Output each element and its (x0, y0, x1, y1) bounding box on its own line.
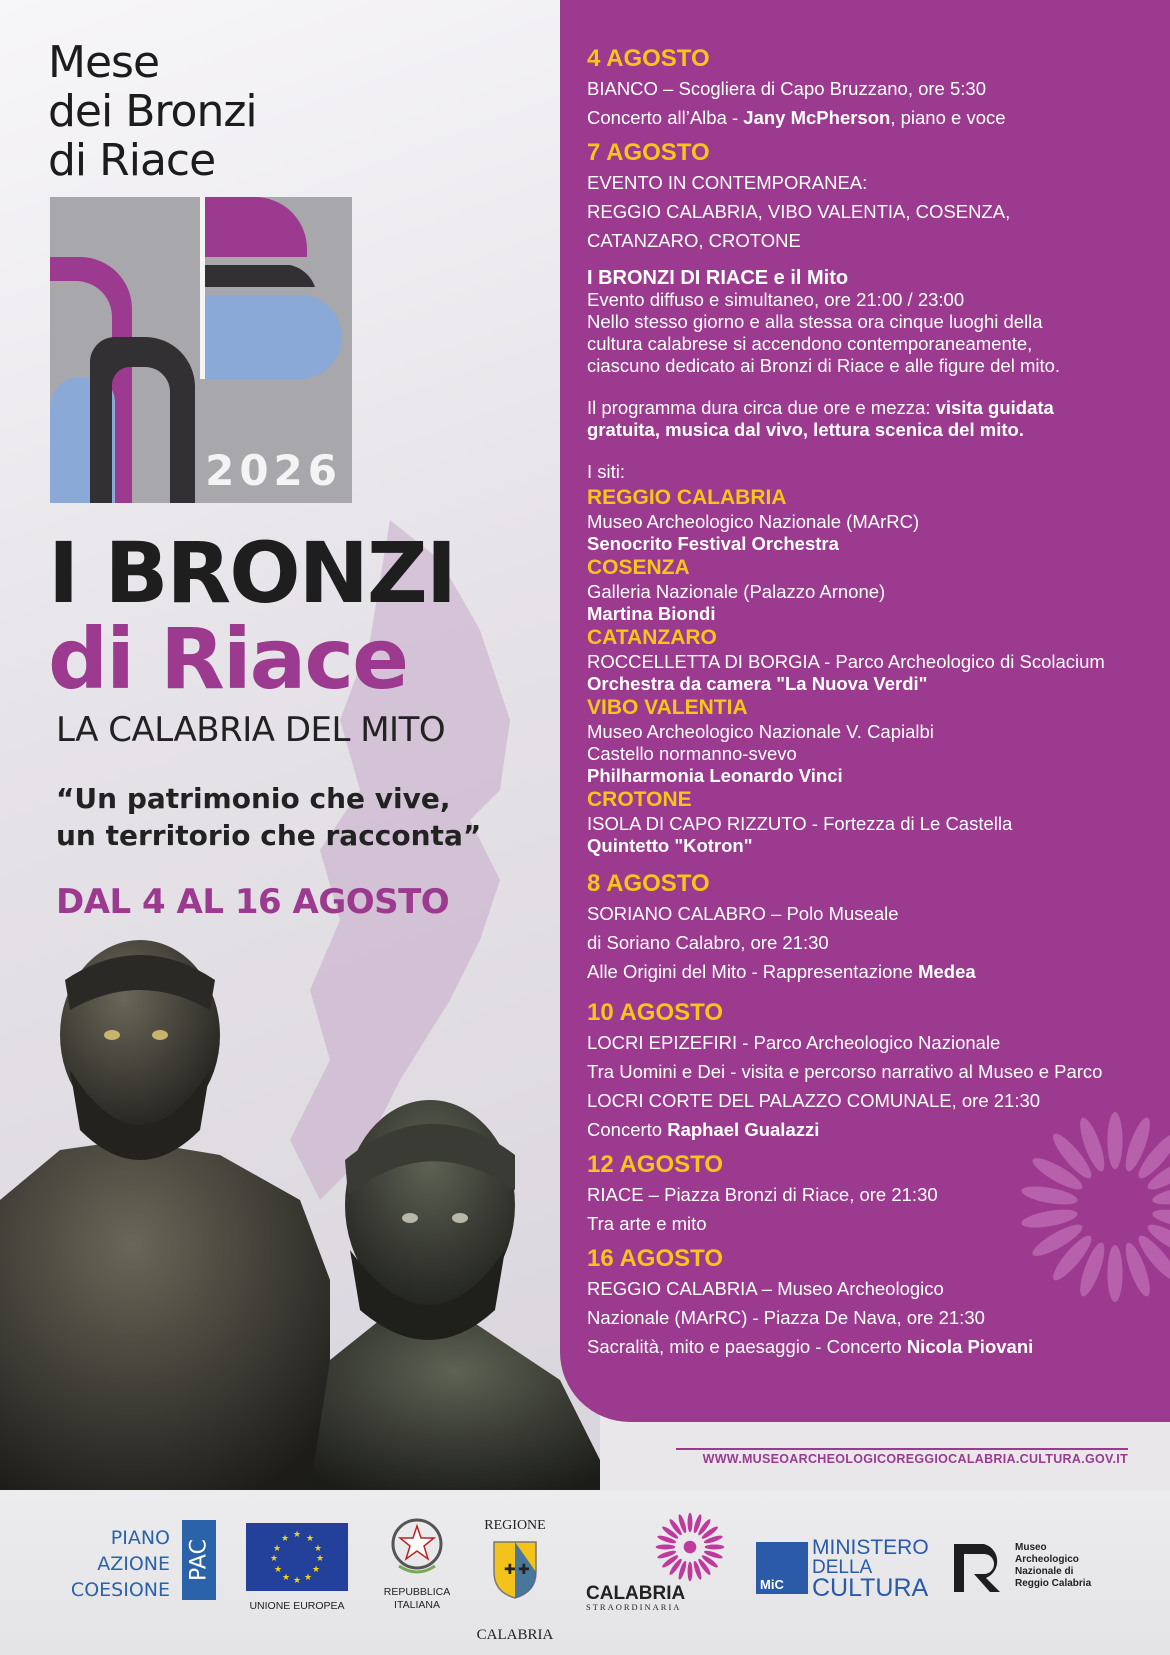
event-line: Tra Uomini e Dei - visita e percorso narrativo al Museo e Parco (587, 1061, 1103, 1082)
event-title: I BRONZI DI RIACE e il Mito (587, 267, 849, 289)
logo-year: 2026 (205, 446, 342, 495)
site-city: CATANZARO (587, 626, 717, 649)
museum-logo-icon (950, 1540, 1002, 1596)
url-divider (676, 1448, 1128, 1450)
pac-text (62, 1525, 170, 1603)
event-text: Concerto (587, 1119, 668, 1140)
calabria-region-shield-icon (490, 1538, 540, 1600)
event-line (587, 103, 1162, 132)
event-desc-line: gratuita, musica dal vivo, lettura scenica del mito. (587, 419, 1024, 440)
museum-line: Museo (1015, 1542, 1047, 1553)
event-time: , ore 5:30 (907, 78, 986, 99)
bronzi-logo (50, 197, 352, 503)
series-title-line: dei Bronzi (48, 86, 257, 137)
svg-text:✚: ✚ (504, 1562, 516, 1578)
site-artist: Martina Biondi (587, 603, 716, 624)
site-artist: Orchestra da camera "La Nuova Verdi" (587, 673, 928, 694)
event-artist: Nicola Piovani (906, 1336, 1034, 1357)
website-link[interactable]: WWW.MUSEOARCHEOLOGICOREGGIOCALABRIA.CULTURA.GOV.IT (702, 1452, 1128, 1466)
museum-line: Archeologico (1015, 1554, 1079, 1565)
poster-left-panel (0, 0, 600, 1490)
day-heading: 8 AGOSTO (587, 870, 710, 897)
event-text: Alle Origini del Mito - Rappresentazione (587, 961, 919, 982)
site-place: Galleria Nazionale (Palazzo Arnone) (587, 581, 886, 602)
program-list (587, 44, 1162, 1361)
event-location: BIANCO – Scogliera di Capo Bruzzano (587, 78, 908, 99)
headline-line-1: I BRONZI (48, 524, 456, 622)
event-text: , piano e voce (890, 107, 1006, 128)
day-heading: 12 AGOSTO (587, 1151, 724, 1178)
event-line: CATANZARO, CROTONE (587, 230, 801, 251)
event-line: REGGIO CALABRIA – Museo Archeologico (587, 1278, 944, 1299)
event-text: Sacralità, mito e paesaggio - Concerto (587, 1336, 907, 1357)
event-line: Nazionale (MArRC) - Piazza De Nava, ore 21:30 (587, 1307, 985, 1328)
poster-quote (56, 780, 526, 854)
quote-line: un territorio che racconta” (56, 819, 482, 852)
event-desc-line (587, 397, 1162, 419)
museum-line: Reggio Calabria (1015, 1578, 1092, 1589)
site-city: COSENZA (587, 556, 690, 579)
poster-dates: DAL 4 AL 16 AGOSTO (56, 882, 450, 922)
calabria-wordmark: CALABRIA (586, 1583, 686, 1604)
event-artist: Jany McPherson (743, 107, 891, 128)
event-desc-line: ciascuno dedicato ai Bronzi di Riace e alle figure del mito. (587, 355, 1061, 376)
mic-logo-icon (756, 1542, 808, 1594)
mic-line: MINISTERO (812, 1536, 929, 1559)
event-line (587, 1332, 1162, 1361)
day-heading: 16 AGOSTO (587, 1245, 724, 1272)
republic-caption (380, 1586, 454, 1612)
event-desc-line: cultura calabrese si accendono contemporaneamente, (587, 333, 1033, 354)
pac-line: AZIONE (97, 1553, 170, 1575)
eu-flag-icon: ★ ★ ★ ★ ★ ★ ★ ★ ★ ★ ★ ★ (246, 1523, 348, 1591)
series-title-line: Mese (48, 37, 160, 88)
site-artist: Senocrito Festival Orchestra (587, 533, 839, 554)
event-desc-line: Nello stesso giorno e alla stessa ora cinque luoghi della (587, 311, 1043, 332)
sites-label: I siti: (587, 461, 626, 482)
series-title-line: di Riace (48, 135, 216, 186)
site-place: ISOLA DI CAPO RIZZUTO - Fortezza di Le Castella (587, 813, 1013, 834)
republic-caption-line: ITALIANA (394, 1599, 440, 1611)
republic-caption-line: REPUBBLICA (383, 1586, 451, 1598)
eu-caption: UNIONE EUROPEA (249, 1600, 345, 1612)
site-city: CROTONE (587, 788, 692, 811)
event-line: EVENTO IN CONTEMPORANEA: (587, 172, 868, 193)
museum-line: Nazionale di (1015, 1566, 1074, 1577)
event-line: di Soriano Calabro, ore 21:30 (587, 932, 829, 953)
riace-bronzes-illustration (0, 940, 600, 1490)
event-line (587, 1115, 1162, 1144)
headline-line-2: di Riace (48, 610, 408, 708)
mic-line: CULTURA (812, 1574, 929, 1602)
regione-title: REGIONE (484, 1518, 546, 1533)
site-artist: Philharmonia Leonardo Vinci (587, 765, 843, 786)
event-artist: Raphael Gualazzi (667, 1119, 820, 1140)
site-place: Castello normanno-svevo (587, 743, 797, 764)
site-city: VIBO VALENTIA (587, 696, 748, 719)
event-line: RIACE – Piazza Bronzi di Riace, ore 21:30 (587, 1184, 938, 1205)
event-line: LOCRI EPIZEFIRI - Parco Archeologico Nazionale (587, 1032, 1001, 1053)
program-text: Il programma dura circa due ore e mezza: (587, 397, 936, 418)
site-place: Museo Archeologico Nazionale (MArRC) (587, 511, 920, 532)
day-heading: 4 AGOSTO (587, 45, 710, 72)
event-desc-line: Evento diffuso e simultaneo, ore 21:00 / 23:00 (587, 289, 965, 310)
event-line: SORIANO CALABRO – Polo Museale (587, 903, 899, 924)
ministero-cultura-text (812, 1536, 929, 1602)
day-heading: 7 AGOSTO (587, 139, 710, 166)
event-line (587, 957, 1162, 986)
event-line (587, 74, 1162, 103)
mic-line: DELLA (812, 1557, 873, 1578)
museum-text (1015, 1542, 1091, 1590)
program-panel (560, 0, 1170, 1422)
series-title (48, 38, 257, 185)
italian-republic-emblem-icon (389, 1516, 445, 1576)
mic-box-label: MiC (760, 1577, 784, 1592)
pac-logo (182, 1520, 216, 1600)
event-line: Tra arte e mito (587, 1213, 707, 1234)
site-artist: Quintetto "Kotron" (587, 835, 753, 856)
calabria-subtitle: STRAORDINARIA (586, 1602, 682, 1612)
quote-line: “Un patrimonio che vive, (56, 782, 451, 815)
calabria-flower-logo-icon (655, 1512, 725, 1582)
event-line: REGGIO CALABRIA, VIBO VALENTIA, COSENZA, (587, 201, 1011, 222)
poster-subtitle: LA CALABRIA DEL MITO (56, 710, 446, 750)
site-place: Museo Archeologico Nazionale V. Capialbi (587, 721, 934, 742)
day-heading: 10 AGOSTO (587, 999, 724, 1026)
svg-text:✚: ✚ (518, 1562, 530, 1578)
event-text: Concerto all’Alba - (587, 107, 744, 128)
regione-subtitle: CALABRIA (476, 1627, 554, 1643)
program-highlight: visita guidata (935, 397, 1054, 418)
site-city: REGGIO CALABRIA (587, 486, 787, 509)
poster-headline (48, 524, 456, 708)
pac-line: COESIONE (70, 1579, 170, 1601)
sponsor-footer (0, 1490, 1170, 1655)
event-line: LOCRI CORTE DEL PALAZZO COMUNALE, ore 21:30 (587, 1090, 1041, 1111)
pac-box-label: PAC (186, 1539, 212, 1581)
event-artist: Medea (918, 961, 976, 982)
pac-line: PIANO (110, 1527, 170, 1549)
site-place: ROCCELLETTA DI BORGIA - Parco Archeologico di Scolacium (587, 651, 1105, 672)
